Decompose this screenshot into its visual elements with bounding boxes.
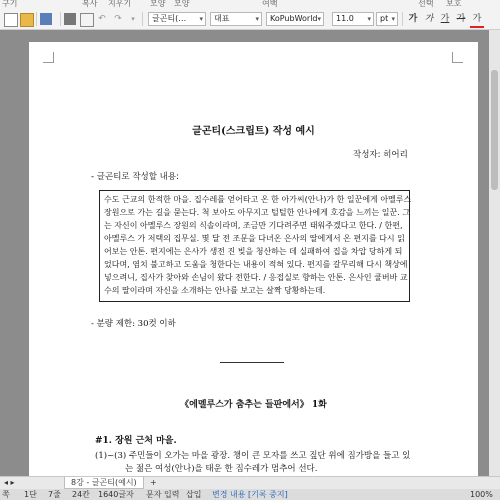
synopsis-line: 수도 근교의 한적한 마을. 집수레를 얻어타고 온 한 아가씨(안나)가 한 일꾼에게 아멜루스 <box>104 195 412 204</box>
menu-margin[interactable]: 여백 <box>262 0 278 8</box>
menu-left[interactable]: 구기 <box>2 0 18 8</box>
document-workspace <box>0 30 500 476</box>
bold-button[interactable]: 가 <box>408 14 418 24</box>
new-doc-icon[interactable] <box>4 13 18 27</box>
style-select-value: 글곤티(… <box>152 14 187 23</box>
font-color-button[interactable]: 가 <box>470 12 484 28</box>
status-page: 쪽 <box>2 490 10 499</box>
menu-select[interactable]: 선택 <box>418 0 434 8</box>
menu-protect[interactable]: 보호 <box>446 0 462 8</box>
chevron-down-icon: ▾ <box>391 15 395 23</box>
redo-dropdown-icon[interactable]: ▾ <box>131 15 135 23</box>
menu-bar <box>0 0 500 9</box>
scene-heading: #1. 장원 근처 마을. <box>95 436 177 446</box>
status-insert[interactable]: 삽입 <box>186 490 202 499</box>
status-track-changes[interactable]: 변경 내용 [기록 중지] <box>212 490 288 499</box>
scene-line: 는 젊은 여성(안나)을 태운 한 짐수레가 멈추어 선다. <box>125 464 318 474</box>
separator <box>402 12 403 26</box>
unit-value: pt <box>380 14 389 23</box>
font-lang-select[interactable] <box>210 12 262 26</box>
synopsis-line: 었다며, 염치 불고하고 도움을 청한다는 내용이 적혀 있다. 편지를 갈무리해 다시 책상에 <box>104 260 408 269</box>
preview-icon[interactable] <box>80 13 94 27</box>
scrollbar-thumb[interactable] <box>491 70 498 190</box>
status-mode: 문자 입력 <box>146 490 180 499</box>
style-select[interactable] <box>148 12 206 26</box>
synopsis-line: 는 자신이 아멜루스 장원의 식솔이라며, 조금만 기다려주면 태워주겠다고 한다. / 한편, <box>104 221 403 230</box>
italic-button[interactable]: 가 <box>424 14 434 24</box>
author-line: 작성자: 히어리 <box>353 150 408 160</box>
synopsis-line: 장원으로 가는 길을 묻는다. 척 보아도 아무지고 털털한 안나에게 호감을 느끼는 일꾼. 그 <box>104 208 411 217</box>
section-label: - 글곤티로 작성할 내용: <box>91 172 179 182</box>
menu-shape2[interactable]: 모양 <box>174 0 190 8</box>
undo-icon[interactable]: ↶ <box>98 14 106 24</box>
status-chars: 1640글자 <box>98 490 134 499</box>
open-folder-icon[interactable] <box>20 13 34 27</box>
corner-mark <box>43 52 54 63</box>
print-icon[interactable] <box>64 13 76 25</box>
chevron-down-icon: ▾ <box>317 15 321 23</box>
divider <box>220 362 284 363</box>
add-tab-icon[interactable]: + <box>150 478 157 487</box>
separator <box>60 12 61 26</box>
status-column: 24칸 <box>72 490 90 499</box>
chevron-down-icon: ▾ <box>199 15 203 23</box>
underline-button[interactable]: 가 <box>440 14 450 24</box>
synopsis-box <box>99 190 410 302</box>
menu-shape[interactable]: 모양 <box>150 0 166 8</box>
document-tab-bar <box>0 476 500 489</box>
menu-erase[interactable]: 지우기 <box>108 0 132 8</box>
document-title: 글곤티(스크립트) 작성 예시 <box>192 126 315 137</box>
document-page[interactable] <box>29 42 478 476</box>
font-name-value: KoPubWorld <box>270 14 318 23</box>
save-icon[interactable] <box>40 13 52 25</box>
separator <box>36 12 37 26</box>
status-section: 1단 <box>24 490 37 499</box>
font-size-select[interactable] <box>332 12 374 26</box>
menu-copy[interactable]: 복사 <box>82 0 98 8</box>
font-name-select[interactable] <box>266 12 324 26</box>
strike-button[interactable]: 가 <box>456 14 466 24</box>
synopsis-line: 어보는 안톤. 편지에는 은사가 생전 진 빚을 청산하는 데 실패하여 집을 차압 당하게 되 <box>104 247 403 256</box>
font-lang-value: 대표 <box>214 14 230 23</box>
status-line: 7줄 <box>48 490 61 499</box>
chevron-down-icon: ▾ <box>255 15 259 23</box>
chevron-down-icon: ▾ <box>367 15 371 23</box>
unit-select[interactable] <box>376 12 398 26</box>
synopsis-line: 넣으려니, 집사가 찾아와 손님이 왔다 전한다. / 응접실로 향하는 안톤. 은사인 쿨버바 교 <box>104 273 408 282</box>
synopsis-line: 아멜루스 가 저택의 집무실. 몇 달 전 조문을 다녀온 은사의 딸에게서 온 편지를 다시 읽 <box>104 234 405 243</box>
font-size-value: 11.0 <box>336 14 354 23</box>
redo-icon[interactable]: ↷ <box>114 14 122 24</box>
vertical-scrollbar[interactable] <box>489 30 500 476</box>
synopsis-line: 수의 딸이라며 자신을 소개하는 안나를 보고는 살짝 당황하는데. <box>104 286 326 295</box>
tab-document[interactable]: 8강 - 글곤티(예시) <box>64 477 144 489</box>
scene-line: (1)~(3) 주민들이 오가는 마을 광장. 챙이 큰 모자를 쓰고 짚단 위에 짐가방을 들고 있 <box>95 451 411 461</box>
separator <box>142 12 143 26</box>
length-limit: - 분량 제한: 30컷 이하 <box>91 319 176 329</box>
status-zoom[interactable]: 100% <box>470 490 493 499</box>
formatting-toolbar <box>0 9 500 30</box>
corner-mark <box>452 52 463 63</box>
episode-title: 《에멜루스가 춤추는 들판에서》 1화 <box>180 400 327 410</box>
tab-nav-arrows[interactable]: ◂ ▸ <box>4 478 15 487</box>
status-bar <box>0 489 500 500</box>
